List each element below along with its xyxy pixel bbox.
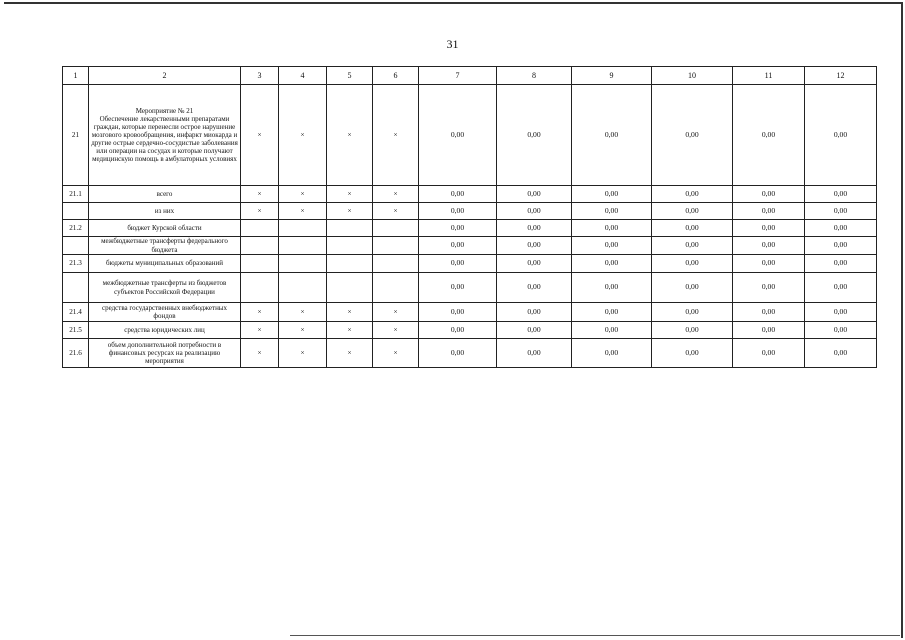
marker-col-4 — [279, 237, 327, 255]
value-col-10: 0,00 — [652, 186, 733, 203]
marker-col-6: × — [373, 85, 419, 186]
value-col-12: 0,00 — [805, 255, 877, 273]
marker-col-3: × — [241, 339, 279, 368]
row-description: межбюджетные трансферты федерального бюджета — [89, 237, 241, 255]
value-col-10: 0,00 — [652, 339, 733, 368]
value-col-11: 0,00 — [733, 203, 805, 220]
value-col-8: 0,00 — [497, 203, 572, 220]
value-col-7: 0,00 — [419, 220, 497, 237]
table-row — [63, 203, 877, 220]
table-row — [63, 303, 877, 322]
row-description: всего — [89, 186, 241, 203]
marker-col-3: × — [241, 322, 279, 339]
marker-col-4: × — [279, 303, 327, 322]
marker-col-5: × — [327, 203, 373, 220]
header-cell: 12 — [805, 67, 877, 85]
value-col-11: 0,00 — [733, 303, 805, 322]
marker-col-3: × — [241, 203, 279, 220]
row-number: 21.5 — [63, 322, 89, 339]
value-col-9: 0,00 — [572, 237, 652, 255]
row-number: 21.1 — [63, 186, 89, 203]
value-col-11: 0,00 — [733, 322, 805, 339]
marker-col-6 — [373, 237, 419, 255]
value-col-9: 0,00 — [572, 255, 652, 273]
value-col-7: 0,00 — [419, 322, 497, 339]
marker-col-3 — [241, 220, 279, 237]
value-col-7: 0,00 — [419, 303, 497, 322]
value-col-8: 0,00 — [497, 255, 572, 273]
header-cell: 4 — [279, 67, 327, 85]
value-col-8: 0,00 — [497, 220, 572, 237]
marker-col-4: × — [279, 339, 327, 368]
marker-col-3: × — [241, 303, 279, 322]
value-col-12: 0,00 — [805, 186, 877, 203]
marker-col-6: × — [373, 322, 419, 339]
row-number: 21.6 — [63, 339, 89, 368]
table-row — [63, 220, 877, 237]
value-col-12: 0,00 — [805, 203, 877, 220]
value-col-9: 0,00 — [572, 339, 652, 368]
row-description: бюджеты муниципальных образований — [89, 255, 241, 273]
marker-col-4: × — [279, 322, 327, 339]
value-col-11: 0,00 — [733, 273, 805, 303]
value-col-12: 0,00 — [805, 273, 877, 303]
marker-col-4: × — [279, 203, 327, 220]
marker-col-3 — [241, 237, 279, 255]
value-col-11: 0,00 — [733, 255, 805, 273]
table-row — [63, 255, 877, 273]
value-col-10: 0,00 — [652, 237, 733, 255]
marker-col-3 — [241, 273, 279, 303]
marker-col-4: × — [279, 85, 327, 186]
marker-col-5: × — [327, 303, 373, 322]
value-col-7: 0,00 — [419, 85, 497, 186]
marker-col-6: × — [373, 203, 419, 220]
row-description: объем дополнительной потребности в финансовых ресурсах на реализацию мероприятия — [89, 339, 241, 368]
page-edge-bottom — [290, 635, 900, 636]
value-col-7: 0,00 — [419, 203, 497, 220]
marker-col-4 — [279, 220, 327, 237]
value-col-12: 0,00 — [805, 220, 877, 237]
value-col-12: 0,00 — [805, 303, 877, 322]
table-row — [63, 237, 877, 255]
header-cell: 6 — [373, 67, 419, 85]
marker-col-4 — [279, 273, 327, 303]
marker-col-6: × — [373, 303, 419, 322]
value-col-9: 0,00 — [572, 322, 652, 339]
marker-col-4 — [279, 255, 327, 273]
header-cell: 9 — [572, 67, 652, 85]
value-col-11: 0,00 — [733, 186, 805, 203]
row-description: средства государственных внебюджетных фондов — [89, 303, 241, 322]
value-col-7: 0,00 — [419, 273, 497, 303]
value-col-9: 0,00 — [572, 220, 652, 237]
value-col-12: 0,00 — [805, 339, 877, 368]
marker-col-3: × — [241, 186, 279, 203]
table-row — [63, 273, 877, 303]
marker-col-3 — [241, 255, 279, 273]
marker-col-5 — [327, 255, 373, 273]
value-col-10: 0,00 — [652, 303, 733, 322]
row-description: из них — [89, 203, 241, 220]
value-col-9: 0,00 — [572, 203, 652, 220]
value-col-9: 0,00 — [572, 186, 652, 203]
value-col-10: 0,00 — [652, 322, 733, 339]
marker-col-6: × — [373, 186, 419, 203]
value-col-10: 0,00 — [652, 85, 733, 186]
row-number: 21.3 — [63, 255, 89, 273]
value-col-8: 0,00 — [497, 237, 572, 255]
marker-col-5: × — [327, 322, 373, 339]
table-row — [63, 85, 877, 186]
page-edge-right — [901, 2, 903, 638]
marker-col-6 — [373, 220, 419, 237]
row-number: 21.4 — [63, 303, 89, 322]
value-col-10: 0,00 — [652, 273, 733, 303]
marker-col-5: × — [327, 186, 373, 203]
value-col-10: 0,00 — [652, 203, 733, 220]
value-col-8: 0,00 — [497, 273, 572, 303]
header-cell: 3 — [241, 67, 279, 85]
value-col-7: 0,00 — [419, 339, 497, 368]
value-col-9: 0,00 — [572, 85, 652, 186]
value-col-10: 0,00 — [652, 220, 733, 237]
header-cell: 1 — [63, 67, 89, 85]
row-number — [63, 273, 89, 303]
header-cell: 5 — [327, 67, 373, 85]
marker-col-5: × — [327, 85, 373, 186]
page-edge-top — [4, 2, 903, 4]
header-row — [63, 67, 877, 85]
row-description: межбюджетные трансферты из бюджетов субъектов Российской Федерации — [89, 273, 241, 303]
value-col-9: 0,00 — [572, 303, 652, 322]
marker-col-3: × — [241, 85, 279, 186]
value-col-8: 0,00 — [497, 85, 572, 186]
marker-col-5: × — [327, 339, 373, 368]
marker-col-6: × — [373, 339, 419, 368]
marker-col-6 — [373, 255, 419, 273]
header-cell: 8 — [497, 67, 572, 85]
row-number: 21 — [63, 85, 89, 186]
value-col-7: 0,00 — [419, 255, 497, 273]
header-cell: 2 — [89, 67, 241, 85]
marker-col-4: × — [279, 186, 327, 203]
value-col-8: 0,00 — [497, 186, 572, 203]
value-col-8: 0,00 — [497, 339, 572, 368]
value-col-12: 0,00 — [805, 237, 877, 255]
header-cell: 7 — [419, 67, 497, 85]
value-col-8: 0,00 — [497, 303, 572, 322]
table-row — [63, 186, 877, 203]
value-col-8: 0,00 — [497, 322, 572, 339]
row-description: Мероприятие № 21 Обеспечение лекарственными препаратами граждан, которые перенесли острое нарушение мозгового кровообращения, инфаркт миокарда и другие острые сердечно-сосудистые заболевания или операции на сосудах и которые получают медицинскую помощь в амбулаторных условиях — [89, 85, 241, 186]
budget-table — [62, 66, 877, 368]
row-description: бюджет Курской области — [89, 220, 241, 237]
value-col-9: 0,00 — [572, 273, 652, 303]
row-number — [63, 203, 89, 220]
page-number: 31 — [446, 37, 459, 51]
marker-col-5 — [327, 220, 373, 237]
header-cell: 10 — [652, 67, 733, 85]
value-col-7: 0,00 — [419, 186, 497, 203]
row-description: средства юридических лиц — [89, 322, 241, 339]
value-col-12: 0,00 — [805, 322, 877, 339]
value-col-11: 0,00 — [733, 237, 805, 255]
marker-col-5 — [327, 273, 373, 303]
marker-col-5 — [327, 237, 373, 255]
marker-col-6 — [373, 273, 419, 303]
value-col-12: 0,00 — [805, 85, 877, 186]
value-col-7: 0,00 — [419, 237, 497, 255]
row-number: 21.2 — [63, 220, 89, 237]
value-col-10: 0,00 — [652, 255, 733, 273]
header-cell: 11 — [733, 67, 805, 85]
table-row — [63, 322, 877, 339]
value-col-11: 0,00 — [733, 85, 805, 186]
value-col-11: 0,00 — [733, 220, 805, 237]
row-number — [63, 237, 89, 255]
value-col-11: 0,00 — [733, 339, 805, 368]
table-row — [63, 339, 877, 368]
